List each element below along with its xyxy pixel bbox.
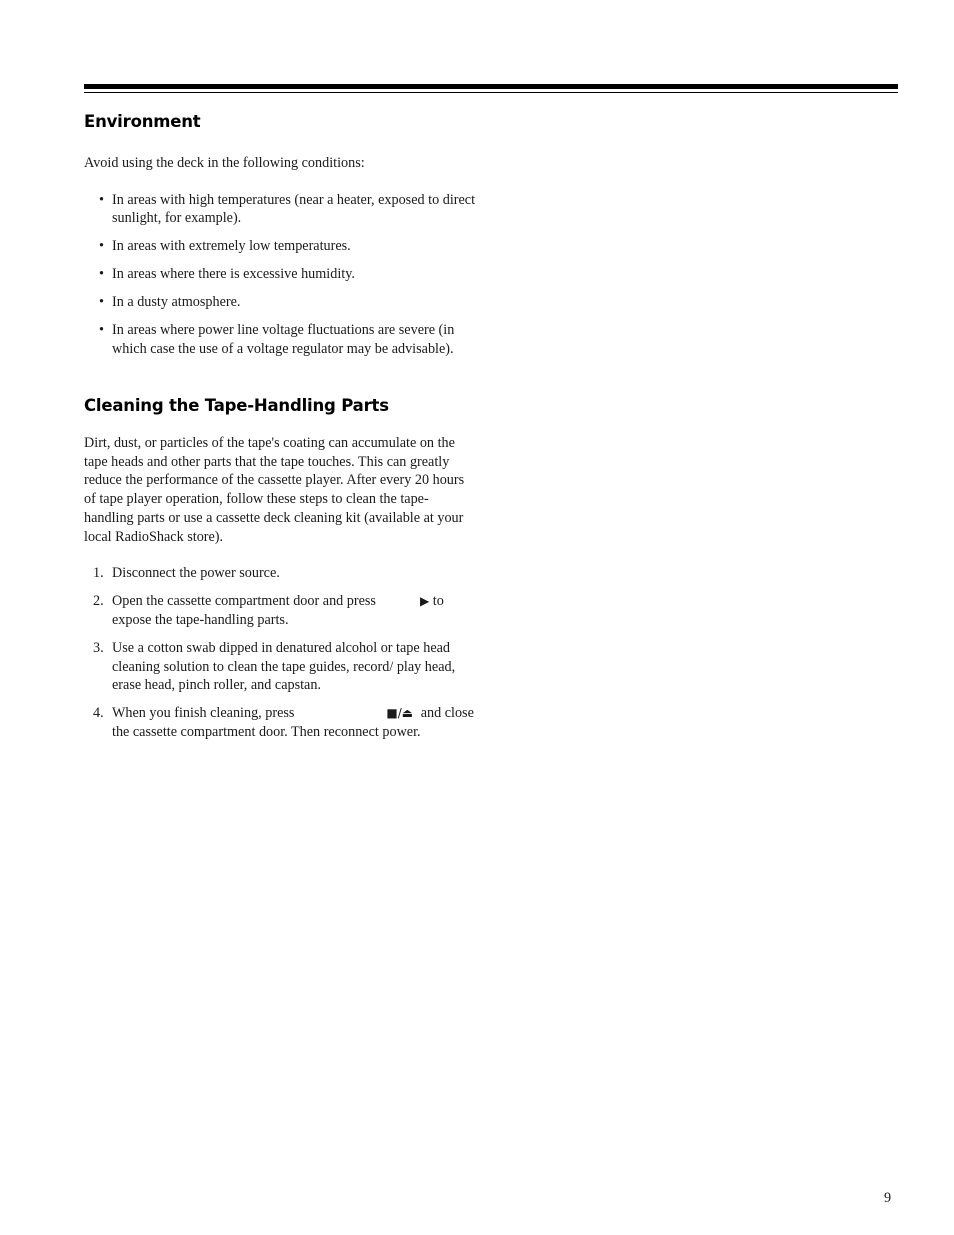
cleaning-section — [84, 396, 476, 751]
step-item: 1. Disconnect the power source. — [93, 565, 280, 582]
bullet-icon: • — [99, 238, 104, 255]
header-rule-thin — [84, 92, 898, 93]
list-item: • In areas where there is excessive humidity. — [99, 266, 355, 283]
step-item: 2. Open the cassette compartment door and press ▶ to expose the tape-handling parts. — [93, 593, 444, 628]
step-item: 3. Use a cotton swab dipped in denatured alcohol or tape head cleaning solution to clean the tape guides, record/ play head, erase head, pinch roller, and capstan. — [93, 639, 456, 694]
list-item: • In areas with extremely low temperatures. — [99, 238, 351, 255]
cleaning-steps — [84, 564, 476, 742]
list-item: • In areas with high temperatures (near a heater, exposed to direct sunlight, for example). — [99, 191, 476, 227]
bullet-icon: • — [99, 322, 104, 339]
play-icon: ▶ — [419, 594, 430, 609]
bullet-icon: • — [99, 266, 104, 283]
bullet-icon: • — [99, 294, 104, 311]
bullet-icon: • — [99, 191, 104, 208]
stop-eject-icon: ■/⏏ — [386, 706, 414, 721]
header-rule-thick — [84, 84, 898, 89]
cleaning-heading: Cleaning the Tape-Handling Parts — [84, 396, 389, 415]
cleaning-intro: Dirt, dust, or particles of the tape's coating can accumulate on the tape heads and other parts that the tape touches. This can greatly reduce the performance of the cassette player. After every 20 hours of tape player operation, follow these steps to clean the tape-handling parts or use a cassette deck cleaning kit (available at your local RadioShack store). — [84, 435, 465, 545]
environment-intro: Avoid using the deck in the following conditions: — [84, 155, 365, 171]
environment-list — [84, 191, 476, 359]
step-item: 4. When you finish cleaning, press ■/⏏ and close the cassette compartment door. Then reconnect power. — [93, 705, 474, 741]
list-item: • In a dusty atmosphere. — [99, 294, 241, 311]
environment-heading: Environment — [84, 112, 201, 131]
list-item: • In areas where power line voltage fluctuations are severe (in which case the use of a voltage regulator may be advisable). — [99, 322, 455, 358]
page-number: 9 — [884, 1190, 892, 1206]
environment-section — [84, 112, 476, 368]
